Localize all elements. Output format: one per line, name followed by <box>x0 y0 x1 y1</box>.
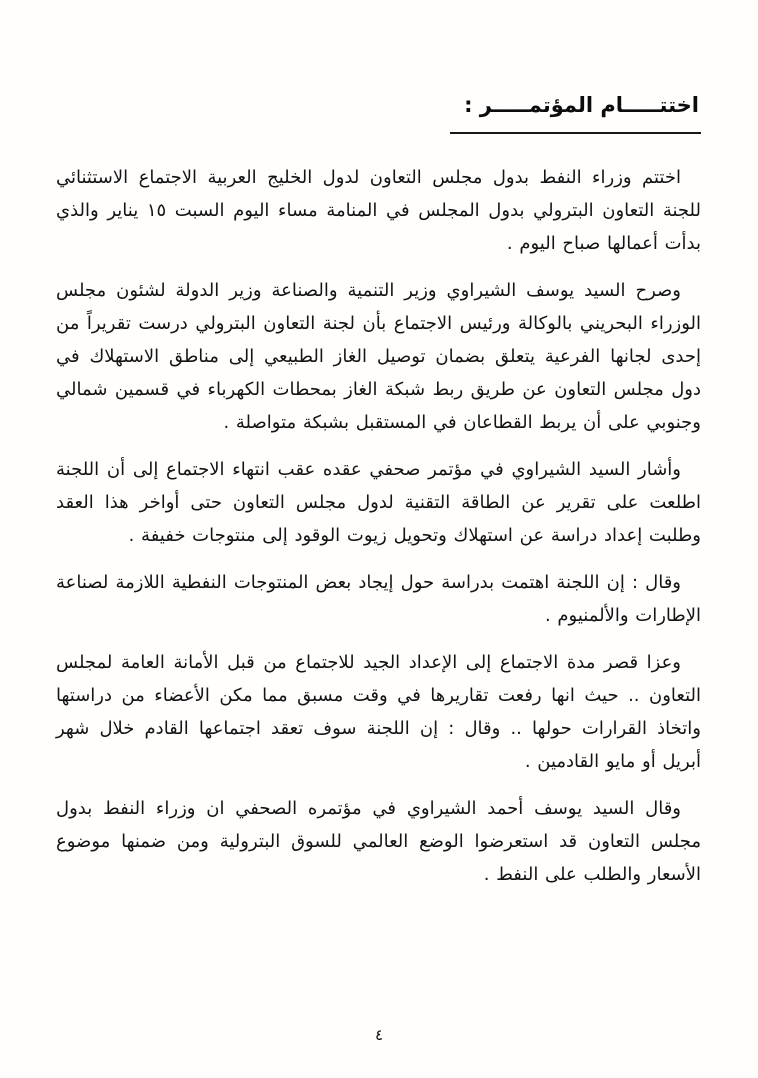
page-number: ٤ <box>374 1026 384 1044</box>
paragraph-1: اختتم وزراء النفط بدول مجلس التعاون لدول الخليج العربية الاجتماع الاستثنائي للجنة التعاون البترولي بدول المجلس في المنامة مساء اليوم السبت ١٥ يناير والذي بدأت أعمالها صباح اليوم . <box>56 167 701 254</box>
paragraph-2: وصرح السيد يوسف الشيراوي وزير التنمية والصناعة وزير الدولة لشئون مجلس الوزراء البحريني بالوكالة ورئيس الاجتماع بأن لجنة التعاون البترولي درست تقريراً من إحدى لجانها الفرعية يتعلق بضمان توصيل الغاز الطبيعي إلى مناطق الاستهلاك في دول مجلس التعاون عن طريق ربط شبكة الغاز بمحطات الكهرباء في قسمين شمالي وجنوبي على أن يربط القطاعان في المستقبل بشبكة متواصلة . <box>56 280 701 433</box>
page-title: اختتـــــام المؤتمـــــر : <box>450 92 701 134</box>
paragraph-5: وعزا قصر مدة الاجتماع إلى الإعداد الجيد للاجتماع من قبل الأمانة العامة لمجلس التعاون .. حيث انها رفعت تقاريرها في وقت مسبق مما مكن الأعضاء من دراستها واتخاذ القرارات حولها .. وقال : إن اللجنة سوف تعقد اجتماعها القادم خلال شهر أبريل أو مايو القادمين . <box>56 652 701 772</box>
paragraph-6: وقال السيد يوسف أحمد الشيراوي في مؤتمره الصحفي ان وزراء النفط بدول مجلس التعاون قد استعرضوا الوضع العالمي للسوق البترولية ومن ضمنها موضوع الأسعار والطلب على النفط . <box>56 798 701 885</box>
paragraph-4: وقال : إن اللجنة اهتمت بدراسة حول إيجاد بعض المنتوجات النفطية اللازمة لصناعة الإطارات والألمنيوم . <box>56 572 701 626</box>
paragraph-3: وأشار السيد الشيراوي في مؤتمر صحفي عقده عقب انتهاء الاجتماع إلى أن اللجنة اطلعت على تقرير عن الطاقة التقنية لدول مجلس التعاون حتى أواخر هذا العقد وطلبت إعداد دراسة عن استهلاك وتحويل زيوت الوقود إلى منتوجات خفيفة . <box>56 459 701 546</box>
document-content <box>56 92 701 905</box>
title-row <box>56 92 701 134</box>
